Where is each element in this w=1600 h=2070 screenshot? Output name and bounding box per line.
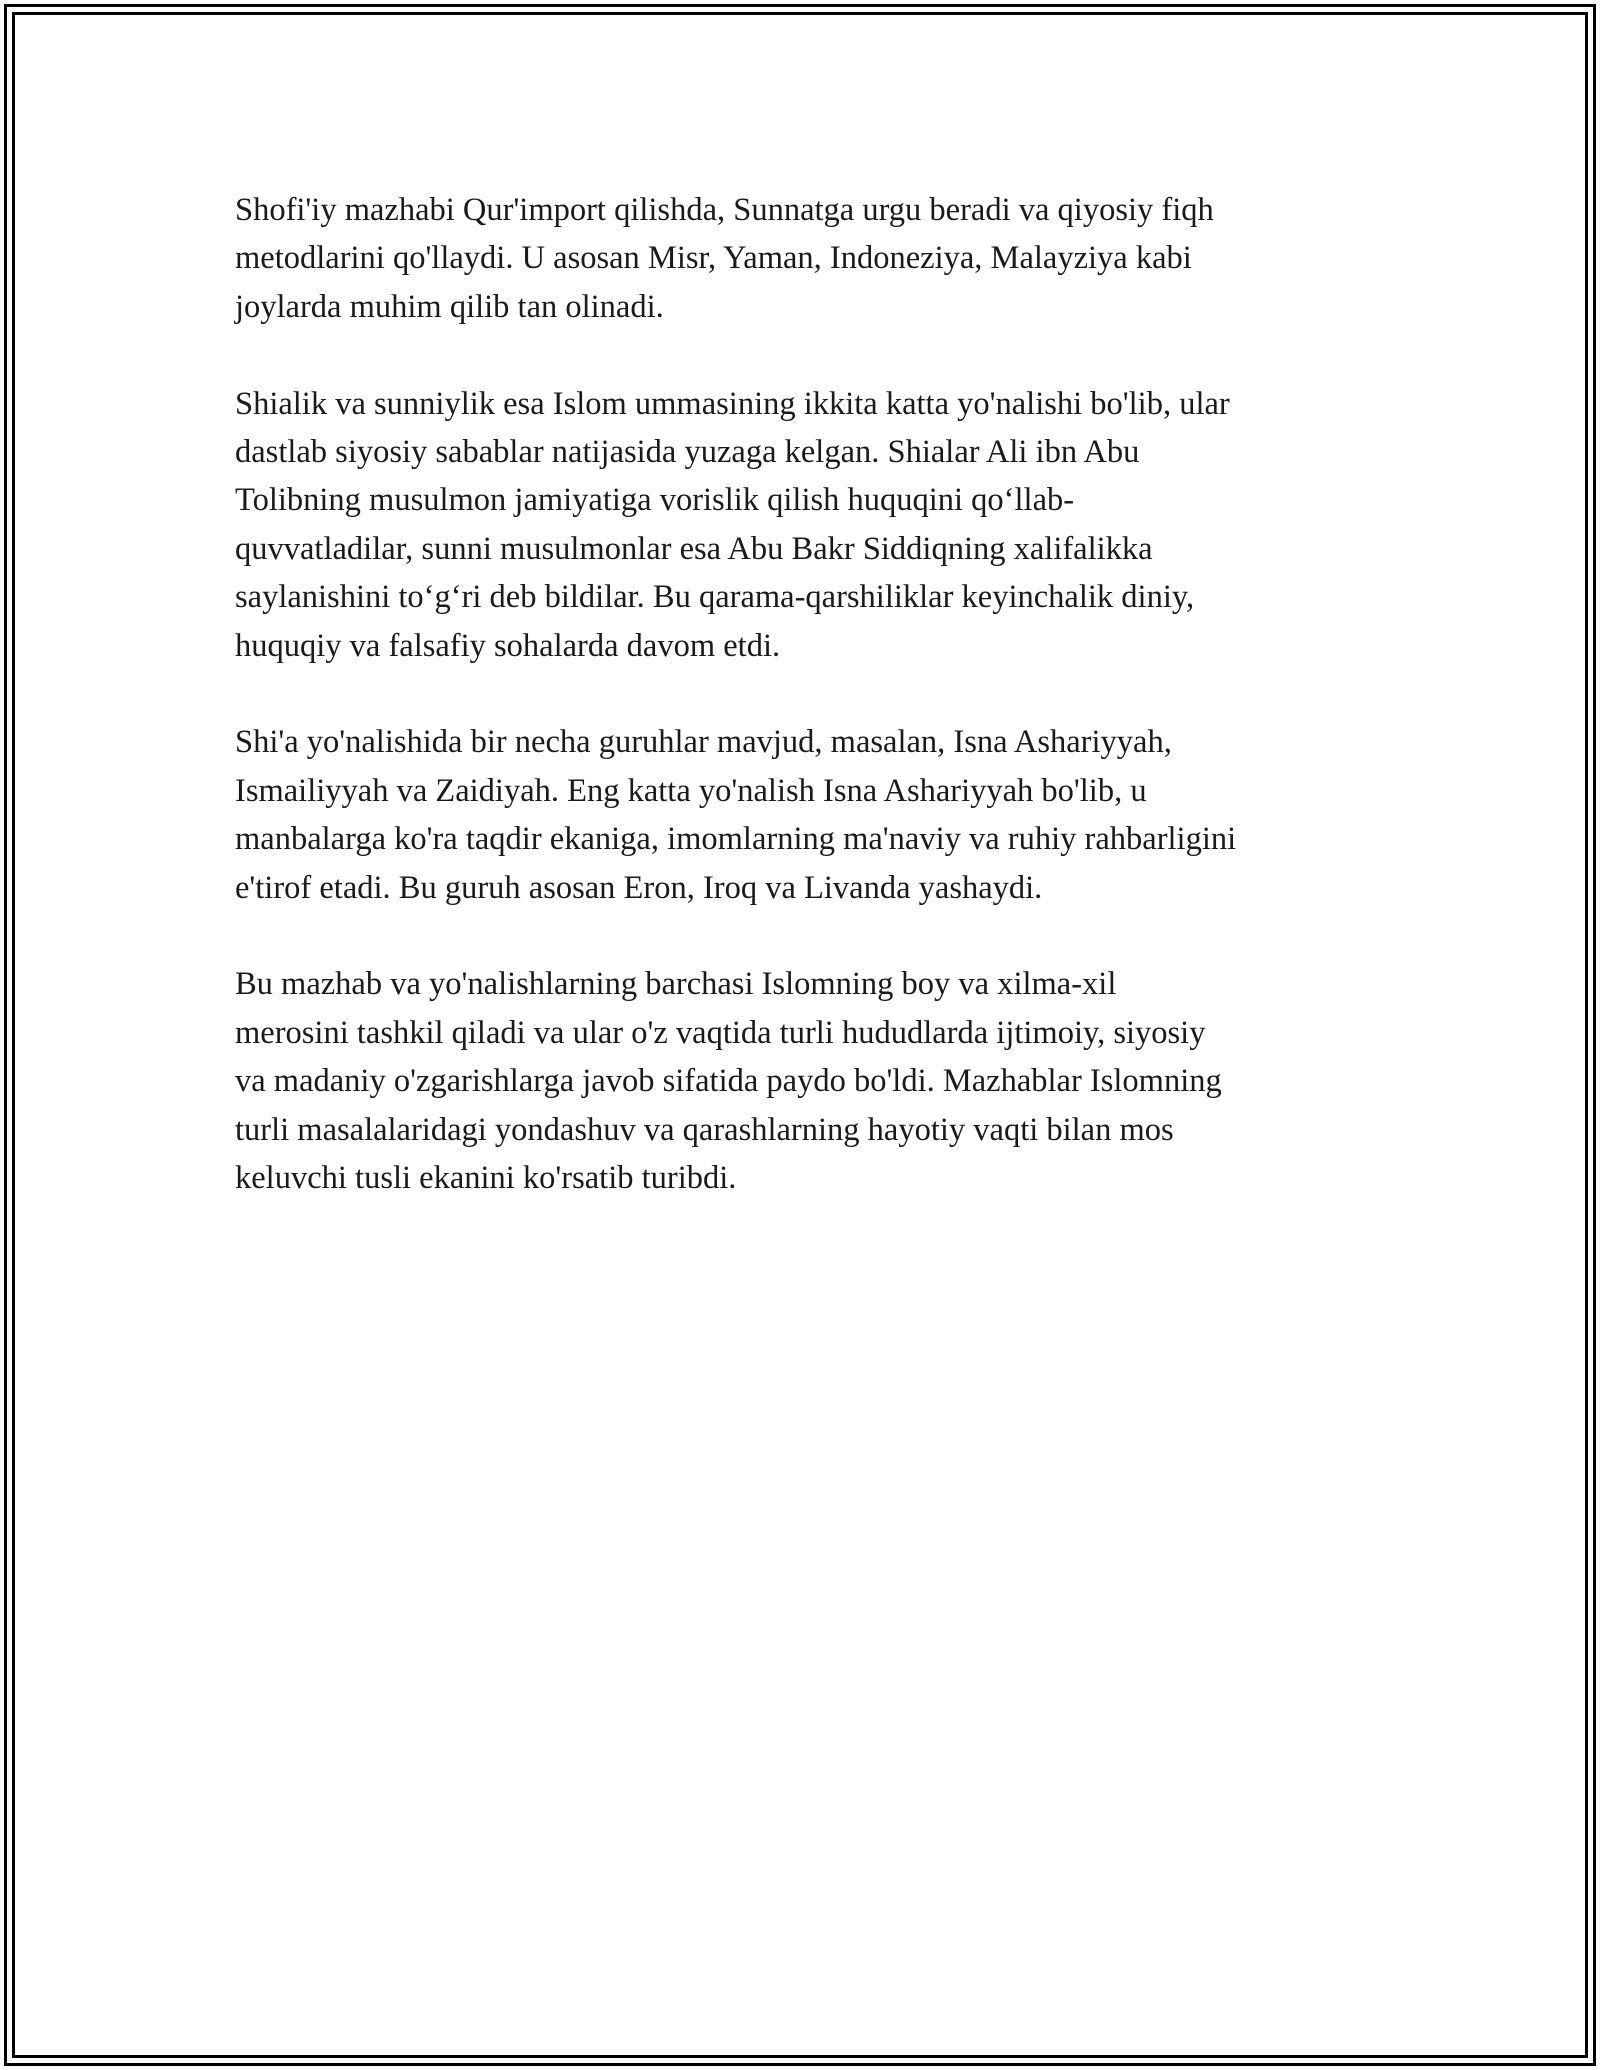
paragraph-conclusion <box>235 960 1395 1202</box>
text-line: keluvchi tusli ekanini ko'rsatib turibdi. <box>235 1160 737 1197</box>
text-line: metodlarini qo'llaydi. U asosan Misr, Yaman, Indoneziya, Malayziya kabi <box>235 240 1192 277</box>
text-line: Ismailiyyah va Zaidiyah. Eng katta yo'nalish Isna Ashariyyah bo'lib, u <box>235 772 1147 809</box>
text-line: Shi'a yo'nalishida bir necha guruhlar mavjud, masalan, Isna Ashariyyah, <box>235 724 1172 761</box>
document-body <box>235 186 1395 1251</box>
text-line: Shofi'iy mazhabi Qur'import qilishda, Sunnatga urgu beradi va qiyosiy fiqh <box>235 192 1214 228</box>
text-line: Bu mazhab va yo'nalishlarning barchasi Islomning boy va xilma-xil <box>235 966 1117 1003</box>
text-line: va madaniy o'zgarishlarga javob sifatida paydo bo'ldi. Mazhablar Islomning <box>235 1063 1222 1100</box>
text-line: merosini tashkil qiladi va ular o'z vaqtida turli hududlarda ijtimoiy, siyosiy <box>235 1014 1206 1051</box>
text-line: dastlab siyosiy sabablar natijasida yuzaga kelgan. Shialar Ali ibn Abu <box>235 434 1140 471</box>
text-line: quvvatladilar, sunni musulmonlar esa Abu Bakr Siddiqning xalifalikka <box>235 530 1153 567</box>
text-line: turli masalalaridagi yondashuv va qarashlarning hayotiy vaqti bilan mos <box>235 1111 1174 1148</box>
text-line: Shialik va sunniylik esa Islom ummasining ikkita katta yo'nalishi bo'lib, ular <box>235 385 1230 422</box>
text-line: huquqiy va falsafiy sohalarda davom etdi. <box>235 627 781 664</box>
paragraph-shafii <box>235 186 1395 331</box>
text-line: saylanishini to‘g‘ri deb bildilar. Bu qarama-qarshiliklar keyinchalik diniy, <box>235 579 1195 616</box>
paragraph-shia-groups <box>235 718 1395 912</box>
text-line: Tolibning musulmon jamiyatiga vorislik qilish huquqini qo‘llab- <box>235 482 1075 519</box>
text-line: joylarda muhim qilib tan olinadi. <box>235 288 664 325</box>
text-line: manbalarga ko'ra taqdir ekaniga, imomlarning ma'naviy va ruhiy rahbarligini <box>235 821 1237 858</box>
text-line: e'tirof etadi. Bu guruh asosan Eron, Iroq va Livanda yashaydi. <box>235 869 1043 906</box>
paragraph-shia-sunni <box>235 380 1395 670</box>
